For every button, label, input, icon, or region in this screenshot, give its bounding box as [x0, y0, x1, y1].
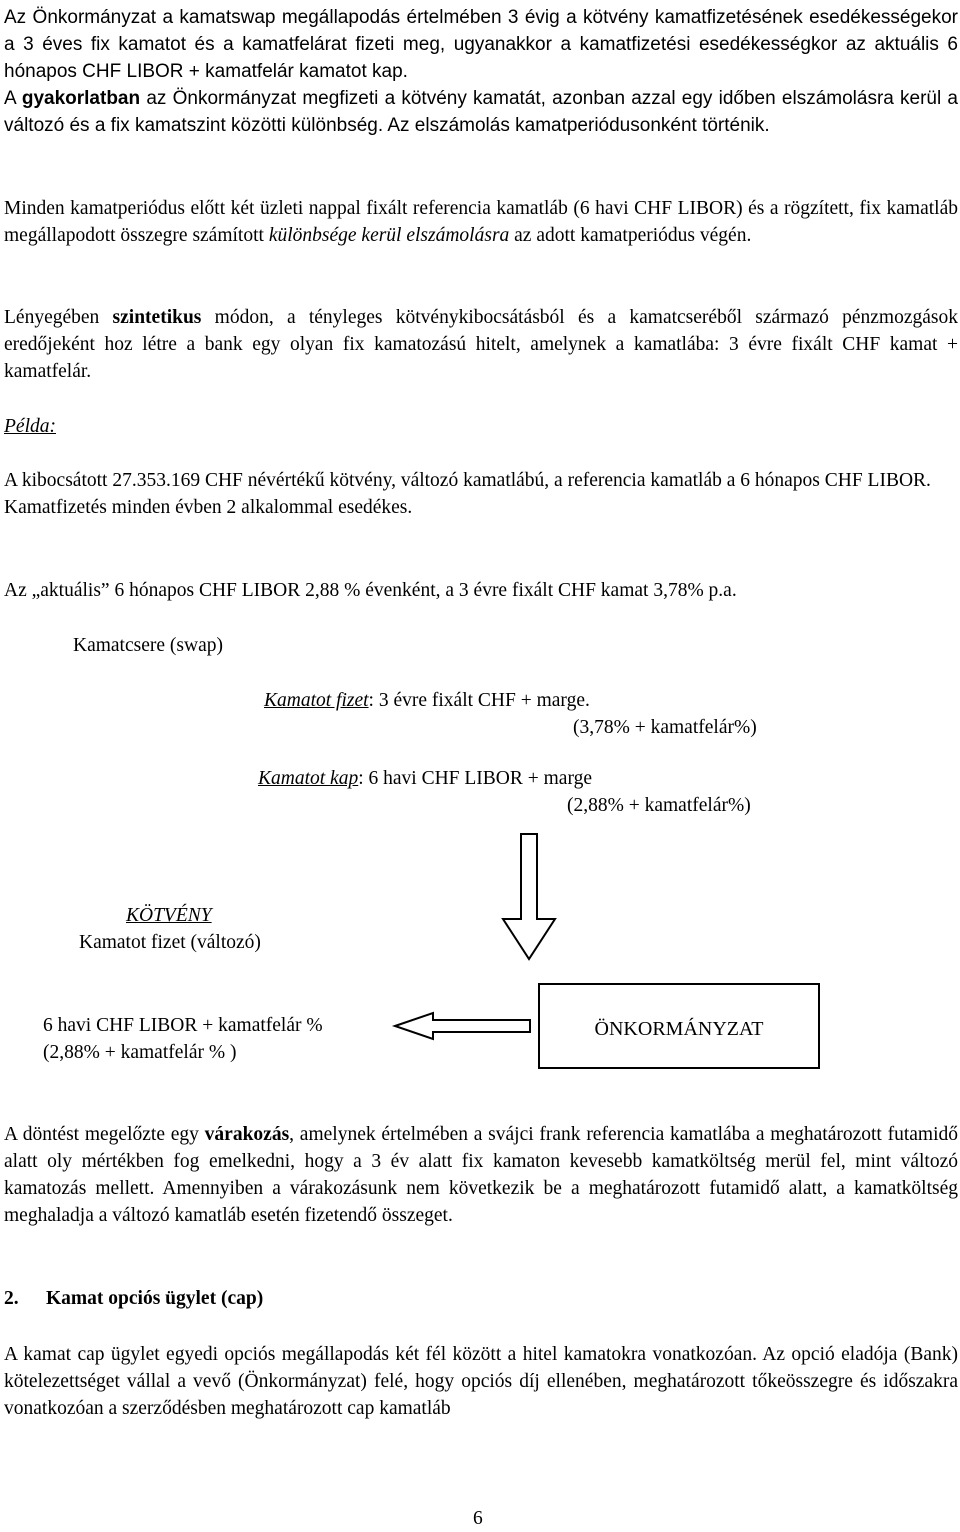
swap-pay-line: Kamatot fizet: 3 évre fixált CHF + marge. — [264, 690, 590, 711]
cap-paragraph: A kamat cap ügylet egyedi opciós megállapodás két fél között a hitel kamatokra vonatkozóan. Az opció eladója (Bank) kötelezettséget vállal a vevő (Önkormányzat) felé, hogy opciós díj ellenében, meghatározott tőkeösszegre és időszakra vonatkozóan a szerződésben meghatározott cap kamatláb — [4, 1344, 958, 1419]
bond-rate-line1: 6 havi CHF LIBOR + kamatfelár % — [43, 1015, 323, 1036]
swap-title: Kamatcsere (swap) — [73, 635, 223, 656]
synthetic-paragraph: Lényegében szintetikus módon, a tényleges kötvénykibocsátásból és a kamatcseréből származó pénzmozgások eredőjeként hoz létre a bank egy olyan fix kamatozású hitelt, amelynek a kamatlába: 3 évre fixált CHF kamat + kamatfelár. — [4, 307, 958, 382]
down-arrow-icon — [500, 833, 560, 961]
section-2-title: Kamat opciós ügylet (cap) — [46, 1288, 264, 1309]
bond-rate-line2: (2,88% + kamatfelár % ) — [43, 1042, 237, 1063]
example-rates: Az „aktuális” 6 hónapos CHF LIBOR 2,88 % évenként, a 3 évre fixált CHF kamat 3,78% p.a. — [4, 580, 737, 601]
left-arrow-icon — [393, 1010, 533, 1042]
settlement-paragraph: Minden kamatperiódus előtt két üzleti nappal fixált referencia kamatláb (6 havi CHF LIBOR) és a rögzített, fix kamatláb megállapodott összegre számított különbsége kerül elszámolásra az adott kamatperiódus végén. — [4, 198, 958, 246]
example-paragraph: A kibocsátott 27.353.169 CHF névértékű kötvény, változó kamatlábú, a referencia kamatláb a 6 hónapos CHF LIBOR. Kamatfizetés minden évben 2 alkalommal esedékes. — [4, 470, 931, 518]
swap-receive-rate: (2,88% + kamatfelár%) — [567, 795, 751, 816]
intro-paragraph: Az Önkormányzat a kamatswap megállapodás értelmében 3 évig a kötvény kamatfizetésének esedékességekor a 3 éves fix kamatot és a kamatfelárat fizeti meg, ugyanakkor a kamatfizetési esedékességkor az aktuális 6 hónapos CHF LIBOR + kamatfelár kamatot kap. A gyakorlatban az Önkormányzat megfizeti a kötvény kamatát, azonban azzal egy időben elszámolásra kerül a változó és a fix kamatszint közötti különbség. Az elszámolás kamatperiódusonként történik. — [4, 7, 958, 136]
emphasis-synthetic: szintetikus — [112, 307, 202, 328]
emphasis-practice: gyakorlatban — [21, 88, 141, 109]
page-number: 6 — [473, 1508, 483, 1529]
example-heading: Példa: — [4, 416, 56, 437]
municipality-box — [538, 983, 820, 1069]
emphasis-difference: különbsége kerül elszámolásra — [268, 225, 510, 246]
bond-subtitle: Kamatot fizet (változó) — [79, 932, 261, 953]
bond-title: KÖTVÉNY — [126, 905, 212, 926]
expectation-paragraph: A döntést megelőzte egy várakozás, amelynek értelmében a svájci frank referencia kamatlába a meghatározott futamidő alatt oly mértékben fog emelkedni, hogy a 3 év alatt fix kamaton kevesebb kamatköltség merül fel, mint változó kamatozás mellett. Amennyiben a várakozásunk nem következik be a meghatározott futamidő alatt, a kamatköltség meghaladja a változó kamatláb esetén fizetendő összeget. — [4, 1124, 958, 1226]
emphasis-expectation: várakozás — [204, 1124, 290, 1145]
swap-pay-rate: (3,78% + kamatfelár%) — [573, 717, 757, 738]
municipality-label: ÖNKORMÁNYZAT — [594, 1018, 764, 1040]
swap-receive-line: Kamatot kap: 6 havi CHF LIBOR + marge — [258, 768, 593, 789]
section-2-number: 2. — [4, 1288, 19, 1309]
